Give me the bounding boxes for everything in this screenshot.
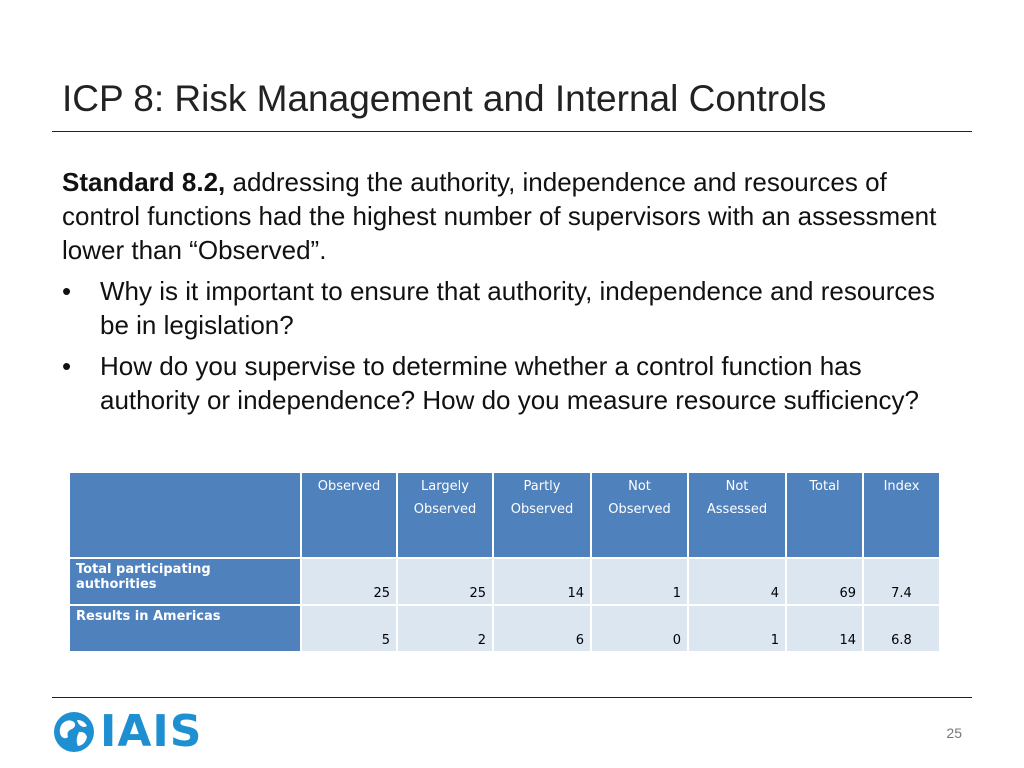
footer-divider xyxy=(52,697,972,698)
header-observed: Observed xyxy=(302,473,396,557)
table-cell: 6.8 xyxy=(864,606,939,651)
title-divider xyxy=(52,131,972,132)
results-table xyxy=(68,471,941,653)
table-cell: 4 xyxy=(689,559,785,604)
table-cell: 69 xyxy=(787,559,862,604)
table-cell: 5 xyxy=(302,606,396,651)
slide-title: ICP 8: Risk Management and Internal Controls xyxy=(62,78,827,119)
header-not-observed: Not Observed xyxy=(592,473,687,557)
table-cell: 25 xyxy=(302,559,396,604)
bullet-text: How do you supervise to determine whether a control function has authority or independence? How do you measure resource sufficiency? xyxy=(100,351,919,415)
lead-bold: Standard 8.2, xyxy=(62,167,226,197)
table-cell: 7.4 xyxy=(864,559,939,604)
table-cell: 6 xyxy=(494,606,590,651)
table-cell: 2 xyxy=(398,606,492,651)
lead-paragraph xyxy=(62,165,962,267)
lead-text: addressing the authority, independence and resources of control functions had the highest number of supervisors with an assessment lower than “Observed”. xyxy=(62,167,937,265)
bullet-list xyxy=(62,274,962,417)
slide-body xyxy=(62,165,962,424)
table-header-row xyxy=(70,473,939,557)
iais-logo xyxy=(52,706,203,757)
table-cell: 0 xyxy=(592,606,687,651)
table-cell: 25 xyxy=(398,559,492,604)
header-not-assessed: Not Assessed xyxy=(689,473,785,557)
page-number: 25 xyxy=(946,725,962,741)
header-total: Total xyxy=(787,473,862,557)
header-index: Index xyxy=(864,473,939,557)
table-cell: 14 xyxy=(494,559,590,604)
table-cell: 1 xyxy=(689,606,785,651)
header-blank-cell xyxy=(70,473,300,557)
logo-text: IAIS xyxy=(100,706,203,757)
globe-icon xyxy=(52,710,96,754)
table-row xyxy=(70,559,939,604)
row-label: Results in Americas xyxy=(70,606,300,651)
table-row xyxy=(70,606,939,651)
table-cell: 14 xyxy=(787,606,862,651)
bullet-marker: • xyxy=(62,351,72,381)
row-label: Total participating authorities xyxy=(70,559,300,604)
bullet-text: Why is it important to ensure that authority, independence and resources be in legislation? xyxy=(100,276,935,340)
header-partly-observed: Partly Observed xyxy=(494,473,590,557)
bullet-marker: • xyxy=(62,276,72,306)
header-largely-observed: Largely Observed xyxy=(398,473,492,557)
table-cell: 1 xyxy=(592,559,687,604)
bullet-item xyxy=(62,274,962,342)
bullet-item xyxy=(62,349,962,417)
